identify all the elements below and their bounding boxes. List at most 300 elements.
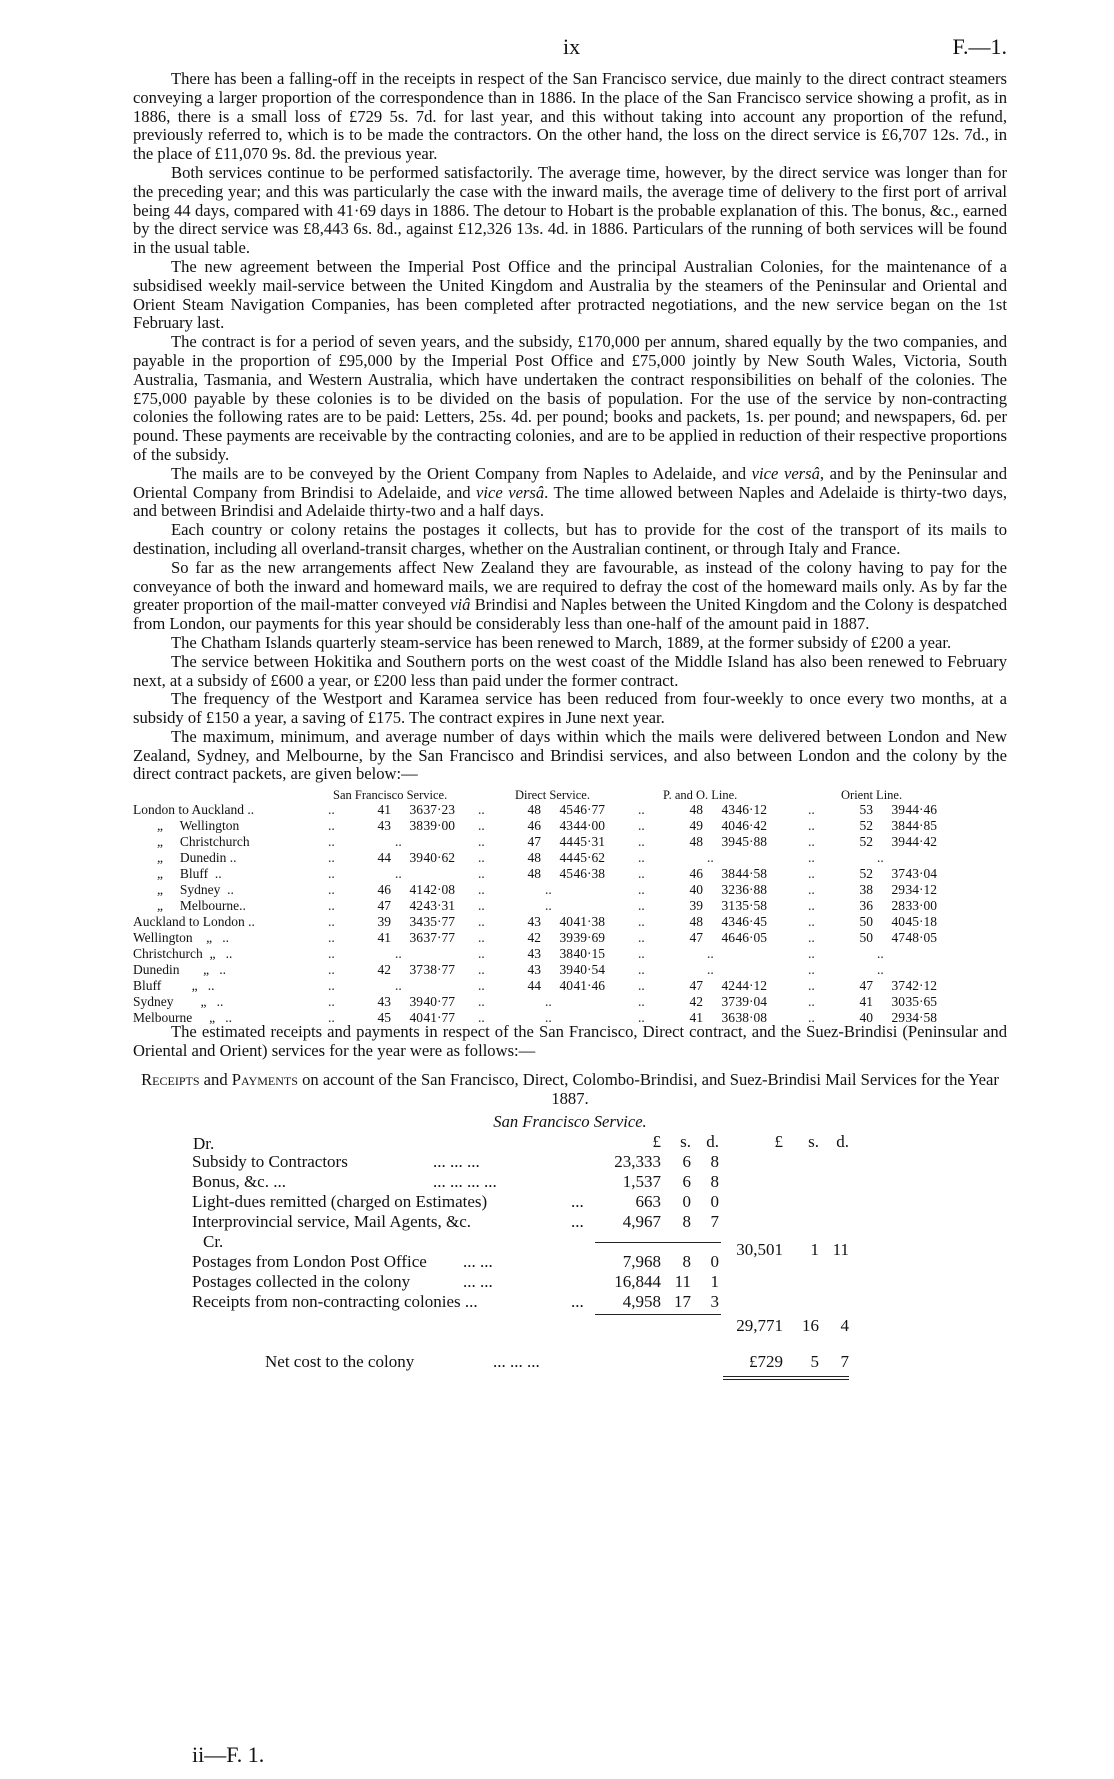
min-days-cell: 39 xyxy=(891,834,905,850)
max-days-cell: 48 xyxy=(527,802,541,818)
row-label: Bluff „ .. xyxy=(133,978,215,994)
empty-cell: .. xyxy=(395,978,402,994)
max-days-cell: 48 xyxy=(689,834,703,850)
leader-dots: .. xyxy=(478,882,485,898)
empty-cell: .. xyxy=(545,994,552,1010)
leader-dots: .. xyxy=(808,962,815,978)
min-days-cell: 37 xyxy=(409,962,423,978)
max-days-cell: 47 xyxy=(689,978,703,994)
average-days-cell: 42·08 xyxy=(423,882,455,898)
leader-dots: .. xyxy=(638,898,645,914)
min-days-cell: 28 xyxy=(891,898,905,914)
pence-amount: 0 xyxy=(710,1192,719,1212)
paragraph: The contract is for a period of seven years, and the subsidy, £170,000 per annum, shared equally by the two companies, and payable in the proportion of £95,000 by the Imperial Post Office and £75,000 jointly by New South Wales, Victoria, South Australia, Tasmania, and Western Australia, which have undertaken the contract responsibilities on behalf of the colonies. The £75,000 payable by these colonies is to be divided on the basis of population. For the use of the service by non-contracting colonies the following rates are to be paid: Letters, 25s. 4d. per pound; books and packets, 1s. per pound; and newspapers, 6d. per pound. These payments are receivable by the contracting colonies, and are to be applied in reduction of their respective proportions of the subsidy. xyxy=(133,332,1007,464)
max-days-cell: 52 xyxy=(859,866,873,882)
min-days-cell: 43 xyxy=(721,802,735,818)
subtotal-rule xyxy=(595,1314,721,1315)
leader-dots: .. xyxy=(478,914,485,930)
pence-amount: 3 xyxy=(710,1292,719,1312)
average-days-cell: 34·12 xyxy=(905,882,937,898)
min-days-cell: 39 xyxy=(409,994,423,1010)
min-days-cell: 39 xyxy=(721,834,735,850)
table-row xyxy=(133,946,1007,962)
average-days-cell: 37·77 xyxy=(423,930,455,946)
pence-amount: 1 xyxy=(710,1272,719,1292)
leader-dots: .. xyxy=(638,834,645,850)
leader-dots: .. xyxy=(328,1010,335,1026)
leader-dots: .. xyxy=(478,834,485,850)
table-row xyxy=(133,914,1007,930)
max-days-cell: 46 xyxy=(527,818,541,834)
max-days-cell: 48 xyxy=(527,866,541,882)
max-days-cell: 50 xyxy=(859,914,873,930)
average-days-cell: 44·46 xyxy=(905,802,937,818)
leader-dots: .. xyxy=(328,994,335,1010)
shillings-amount: 17 xyxy=(674,1292,691,1312)
delivery-days-table xyxy=(133,788,1007,1026)
leader-dots: .. xyxy=(328,930,335,946)
leader-dots: .. xyxy=(478,802,485,818)
average-days-cell: 35·58 xyxy=(735,898,767,914)
pounds-amount: 4,967 xyxy=(622,1212,661,1232)
leader-dots: ... ... ... xyxy=(493,1352,540,1372)
average-days-cell: 37·23 xyxy=(423,802,455,818)
leader-dots: .. xyxy=(328,898,335,914)
row-label: London to Auckland .. xyxy=(133,802,255,818)
leader-dots: .. xyxy=(478,898,485,914)
min-days-cell: 39 xyxy=(891,802,905,818)
row-label: Christchurch „ .. xyxy=(133,946,233,962)
net-cost-label: Net cost to the colony xyxy=(265,1352,415,1372)
leader-dots: .. xyxy=(328,850,335,866)
shilling-header: s. xyxy=(808,1132,819,1152)
pence-amount: 8 xyxy=(710,1152,719,1172)
max-days-cell: 42 xyxy=(689,994,703,1010)
min-days-cell: 44 xyxy=(559,834,573,850)
leader-dots: ... xyxy=(571,1192,584,1212)
max-days-cell: 43 xyxy=(377,994,391,1010)
leader-dots: .. xyxy=(478,994,485,1010)
pound-header: £ xyxy=(652,1132,661,1152)
paragraph: The maximum, minimum, and average number of days within which the mails were delivered between London and New Zealand, Sydney, and Melbourne, by the San Francisco and Brindisi services, and also between London and the colony by the direct contract packets, are given below:— xyxy=(133,726,1007,784)
empty-cell: .. xyxy=(395,834,402,850)
credit-item-label: Receipts from non-contracting colonies ... xyxy=(192,1292,478,1312)
min-days-cell: 42 xyxy=(721,978,735,994)
min-days-cell: 45 xyxy=(559,866,573,882)
pence-amount: 8 xyxy=(710,1172,719,1192)
average-days-cell: 46·42 xyxy=(735,818,767,834)
leader-dots: ... ... xyxy=(463,1272,493,1292)
service-title: San Francisco Service. xyxy=(493,1112,647,1132)
average-days-cell: 39·69 xyxy=(573,930,605,946)
leader-dots: .. xyxy=(478,946,485,962)
subtotal-rule xyxy=(595,1242,721,1243)
min-days-cell: 45 xyxy=(559,802,573,818)
leader-dots: .. xyxy=(808,1010,815,1026)
average-days-cell: 40·15 xyxy=(573,946,605,962)
row-label: Wellington „ .. xyxy=(133,930,230,946)
average-days-cell: 46·45 xyxy=(735,914,767,930)
empty-cell: .. xyxy=(707,962,714,978)
table-row xyxy=(133,930,1007,946)
average-days-cell: 46·12 xyxy=(735,802,767,818)
table-row xyxy=(133,994,1007,1010)
min-days-cell: 46 xyxy=(721,930,735,946)
leader-dots: .. xyxy=(478,978,485,994)
max-days-cell: 44 xyxy=(377,850,391,866)
shilling-header: s. xyxy=(680,1132,691,1152)
leader-dots: .. xyxy=(328,802,335,818)
max-days-cell: 53 xyxy=(859,802,873,818)
page-footer: ii—F. 1. xyxy=(192,1742,265,1767)
paragraph: So far as the new arrangements affect New Zealand they are favourable, as instead of the colony having to pay for the conveyance of both the inward and homeward mails, we are required to defray the cost of the homeward mails only. As by far the greater proportion of the mail-matter conveyed viâ Brindisi and Naples between the United Kingdom and the Colony is despatched from London, our payments for this year should be considerably less than one-half of the amount paid in 1887. xyxy=(133,557,1007,634)
row-label: Sydney „ .. xyxy=(133,994,224,1010)
paragraph: The frequency of the Westport and Karamea service has been reduced from four-weekly to once every two months, at a subsidy of £150 a year, a saving of £175. The contract expires in June next year. xyxy=(133,689,1007,728)
body-text xyxy=(133,70,1007,784)
average-days-cell: 42·12 xyxy=(905,978,937,994)
min-days-cell: 37 xyxy=(891,866,905,882)
min-days-cell: 29 xyxy=(891,882,905,898)
max-days-cell: 50 xyxy=(859,930,873,946)
paragraph: Both services continue to be performed satisfactorily. The average time, however, by the direct service was longer than for the preceding year; and this was particularly the case with the inward mails, the average time of delivery to the first port of arrival being 44 days, compared with 41·69 days in 1886. The detour to Hobart is the probable explanation of this. The bonus, &c., earned by the direct service was £8,443 6s. 8d., against £12,326 13s. 4d. in 1886. Particulars of the running of both services will be found in the usual table. xyxy=(133,162,1007,258)
shillings-amount: 6 xyxy=(682,1152,691,1172)
leader-dots: .. xyxy=(328,818,335,834)
paragraph: The mails are to be conveyed by the Orient Company from Naples to Adelaide, and vice versâ, and by the Peninsular and Oriental Company from Brindisi to Adelaide, and vice versâ. The time allowed between Naples and Adelaide is thirty-two days, and between Brindisi and Adelaide thirty-two and a half days. xyxy=(133,463,1008,521)
max-days-cell: 43 xyxy=(527,914,541,930)
average-days-cell: 43·31 xyxy=(423,898,455,914)
pounds-amount: 7,968 xyxy=(622,1252,661,1272)
average-days-cell: 36·88 xyxy=(735,882,767,898)
leader-dots: .. xyxy=(638,978,645,994)
min-days-cell: 38 xyxy=(409,818,423,834)
leader-dots: .. xyxy=(328,962,335,978)
pence-header: d. xyxy=(836,1132,849,1152)
max-days-cell: 52 xyxy=(859,834,873,850)
max-days-cell: 45 xyxy=(377,1010,391,1026)
average-days-cell: 44·00 xyxy=(573,818,605,834)
credit-item-label: Postages collected in the colony xyxy=(192,1272,411,1292)
document-page xyxy=(133,30,1007,1402)
table-row xyxy=(133,962,1007,978)
row-label: „ Wellington xyxy=(157,818,240,834)
empty-cell: .. xyxy=(707,850,714,866)
net-cost-shillings: 5 xyxy=(810,1352,819,1372)
max-days-cell: 49 xyxy=(689,818,703,834)
leader-dots: .. xyxy=(808,946,815,962)
debit-heading: Dr. xyxy=(193,1134,215,1154)
table-row xyxy=(133,978,1007,994)
max-days-cell: 38 xyxy=(859,882,873,898)
max-days-cell: 41 xyxy=(377,930,391,946)
max-days-cell: 52 xyxy=(859,818,873,834)
empty-cell: .. xyxy=(395,866,402,882)
min-days-cell: 32 xyxy=(721,882,735,898)
paragraph: The service between Hokitika and Southern ports on the west coast of the Middle Island has also been renewed to February next, at a subsidy of £600 a year, or £200 less than paid under the former contract. xyxy=(133,651,1007,690)
leader-dots: .. xyxy=(478,962,485,978)
average-days-cell: 46·38 xyxy=(573,866,605,882)
average-days-cell: 45·62 xyxy=(573,850,605,866)
max-days-cell: 40 xyxy=(859,1010,873,1026)
table-body xyxy=(133,802,1007,1026)
table-row xyxy=(133,882,1007,898)
table-row xyxy=(133,818,1007,834)
leader-dots: .. xyxy=(328,946,335,962)
double-rule-top xyxy=(723,1376,849,1377)
group-header-san-francisco: San Francisco Service. xyxy=(333,788,448,803)
debit-total-pence: 11 xyxy=(832,1240,849,1260)
leader-dots: ... ... ... xyxy=(433,1152,480,1172)
min-days-cell: 29 xyxy=(891,1010,905,1026)
average-days-cell: 40·54 xyxy=(573,962,605,978)
leader-dots: .. xyxy=(478,930,485,946)
leader-dots: .. xyxy=(808,882,815,898)
table-row xyxy=(133,834,1007,850)
leader-dots: .. xyxy=(328,978,335,994)
min-days-cell: 37 xyxy=(891,978,905,994)
debit-item-label: Interprovincial service, Mail Agents, &c. xyxy=(192,1212,471,1232)
pounds-amount: 663 xyxy=(635,1192,661,1212)
average-days-cell: 44·85 xyxy=(905,818,937,834)
group-header-direct: Direct Service. xyxy=(515,788,590,803)
row-label: Melbourne „ .. xyxy=(133,1010,232,1026)
min-days-cell: 39 xyxy=(559,930,573,946)
max-days-cell: 44 xyxy=(527,978,541,994)
debit-item-label: Subsidy to Contractors xyxy=(192,1152,348,1172)
average-days-cell: 45·18 xyxy=(905,914,937,930)
leader-dots: .. xyxy=(638,850,645,866)
max-days-cell: 43 xyxy=(377,818,391,834)
pounds-amount: 23,333 xyxy=(614,1152,661,1172)
max-days-cell: 40 xyxy=(689,882,703,898)
debit-item-label: Bonus, &c. ... xyxy=(192,1172,286,1192)
max-days-cell: 48 xyxy=(527,850,541,866)
min-days-cell: 41 xyxy=(409,882,423,898)
average-days-cell: 41·38 xyxy=(573,914,605,930)
max-days-cell: 39 xyxy=(377,914,391,930)
leader-dots: .. xyxy=(328,834,335,850)
empty-cell: .. xyxy=(545,882,552,898)
min-days-cell: 40 xyxy=(721,818,735,834)
leader-dots: .. xyxy=(638,994,645,1010)
row-label: Auckland to London .. xyxy=(133,914,255,930)
max-days-cell: 47 xyxy=(859,978,873,994)
leader-dots: ... ... xyxy=(463,1252,493,1272)
min-days-cell: 39 xyxy=(559,962,573,978)
max-days-cell: 47 xyxy=(377,898,391,914)
min-days-cell: 34 xyxy=(409,914,423,930)
leader-dots: ... ... ... ... xyxy=(433,1172,497,1192)
average-days-cell: 35·77 xyxy=(423,914,455,930)
min-days-cell: 36 xyxy=(409,930,423,946)
average-days-cell: 34·58 xyxy=(905,1010,937,1026)
leader-dots: .. xyxy=(638,930,645,946)
average-days-cell: 48·05 xyxy=(905,930,937,946)
average-days-cell: 39·04 xyxy=(735,994,767,1010)
leader-dots: .. xyxy=(808,914,815,930)
leader-dots: ... xyxy=(571,1212,584,1232)
pence-amount: 7 xyxy=(710,1212,719,1232)
max-days-cell: 36 xyxy=(859,898,873,914)
empty-cell: .. xyxy=(877,850,884,866)
credit-total-shillings: 16 xyxy=(802,1316,819,1336)
group-header-orient: Orient Line. xyxy=(841,788,903,803)
leader-dots: .. xyxy=(638,914,645,930)
average-days-cell: 39·00 xyxy=(423,818,455,834)
leader-dots: .. xyxy=(638,866,645,882)
max-days-cell: 42 xyxy=(377,962,391,978)
leader-dots: .. xyxy=(328,866,335,882)
pence-header: d. xyxy=(706,1132,719,1152)
accounts-title: Receipts and Payments on account of the San Francisco, Direct, Colombo-Brindisi, and Suez-Brindisi Mail Services for the Year 1887. xyxy=(141,1070,999,1109)
double-rule-bottom xyxy=(723,1379,849,1380)
leader-dots: .. xyxy=(328,882,335,898)
credit-total-pence: 4 xyxy=(840,1316,849,1336)
credit-heading: Cr. xyxy=(203,1232,224,1252)
leader-dots: .. xyxy=(638,818,645,834)
accounts-statement xyxy=(133,1132,1007,1402)
max-days-cell: 46 xyxy=(377,882,391,898)
shillings-amount: 8 xyxy=(682,1252,691,1272)
min-days-cell: 38 xyxy=(721,866,735,882)
min-days-cell: 40 xyxy=(891,914,905,930)
leader-dots: .. xyxy=(808,866,815,882)
leader-dots: .. xyxy=(808,802,815,818)
min-days-cell: 38 xyxy=(559,946,573,962)
max-days-cell: 41 xyxy=(859,994,873,1010)
row-label: „ Dunedin .. xyxy=(157,850,237,866)
row-label: „ Christchurch xyxy=(157,834,250,850)
max-days-cell: 41 xyxy=(377,802,391,818)
debit-total-pounds: 30,501 xyxy=(736,1240,783,1260)
leader-dots: .. xyxy=(478,866,485,882)
average-days-cell: 41·77 xyxy=(423,1010,455,1026)
min-days-cell: 31 xyxy=(721,898,735,914)
max-days-cell: 48 xyxy=(689,914,703,930)
shillings-amount: 11 xyxy=(674,1272,691,1292)
max-days-cell: 46 xyxy=(689,866,703,882)
leader-dots: .. xyxy=(638,1010,645,1026)
table-row xyxy=(133,898,1007,914)
debit-total-shillings: 1 xyxy=(810,1240,819,1260)
max-days-cell: 41 xyxy=(689,1010,703,1026)
min-days-cell: 38 xyxy=(891,818,905,834)
net-cost-pence: 7 xyxy=(840,1352,849,1372)
accounts-intro: The estimated receipts and payments in respect of the San Francisco, Direct contract, and the Suez-Brindisi (Peninsular and Oriental and Orient) services for the year were as follows:— xyxy=(133,1022,1007,1061)
pounds-amount: 1,537 xyxy=(622,1172,661,1192)
pounds-amount: 16,844 xyxy=(614,1272,661,1292)
page-number: ix xyxy=(563,34,581,59)
leader-dots: .. xyxy=(638,962,645,978)
leader-dots: .. xyxy=(808,834,815,850)
min-days-cell: 44 xyxy=(559,850,573,866)
leader-dots: .. xyxy=(328,914,335,930)
min-days-cell: 36 xyxy=(409,802,423,818)
leader-dots: .. xyxy=(808,818,815,834)
row-label: „ Melbourne.. xyxy=(157,898,246,914)
paragraph: The Chatham Islands quarterly steam-service has been renewed to March, 1889, at the former subsidy of £200 a year. xyxy=(171,632,952,652)
min-days-cell: 39 xyxy=(409,850,423,866)
min-days-cell: 40 xyxy=(559,914,573,930)
leader-dots: .. xyxy=(808,850,815,866)
paragraph: The new agreement between the Imperial Post Office and the principal Australian Colonies, for the maintenance of a subsidised weekly mail-service between the United Kingdom and Australia by the steamers of the Peninsular and Oriental and Orient Steam Navigation Companies, has been completed after protracted negotiations, and the new service began on the 1st February last. xyxy=(133,256,1007,333)
table-row xyxy=(133,1010,1007,1026)
max-days-cell: 43 xyxy=(527,962,541,978)
net-cost-pounds: £729 xyxy=(749,1352,783,1372)
average-days-cell: 45·88 xyxy=(735,834,767,850)
min-days-cell: 43 xyxy=(721,914,735,930)
average-days-cell: 43·04 xyxy=(905,866,937,882)
pounds-amount: 4,958 xyxy=(622,1292,661,1312)
debit-item-label: Light-dues remitted (charged on Estimates) xyxy=(192,1192,488,1212)
max-days-cell: 39 xyxy=(689,898,703,914)
leader-dots: .. xyxy=(808,898,815,914)
max-days-cell: 47 xyxy=(689,930,703,946)
average-days-cell: 45·31 xyxy=(573,834,605,850)
leader-dots: .. xyxy=(478,850,485,866)
paragraph: Each country or colony retains the postages it collects, but has to provide for the cost of the transport of its mails to destination, including all overland-transit charges, whether on the Australian continent, or through Italy and France. xyxy=(133,520,1007,558)
shillings-amount: 8 xyxy=(682,1212,691,1232)
table-row xyxy=(133,866,1007,882)
empty-cell: .. xyxy=(707,946,714,962)
average-days-cell: 44·42 xyxy=(905,834,937,850)
empty-cell: .. xyxy=(395,946,402,962)
leader-dots: .. xyxy=(808,994,815,1010)
average-days-cell: 46·77 xyxy=(573,802,605,818)
leader-dots: .. xyxy=(808,978,815,994)
average-days-cell: 33·00 xyxy=(905,898,937,914)
average-days-cell: 38·77 xyxy=(423,962,455,978)
pence-amount: 0 xyxy=(710,1252,719,1272)
min-days-cell: 47 xyxy=(891,930,905,946)
empty-cell: .. xyxy=(877,946,884,962)
min-days-cell: 30 xyxy=(891,994,905,1010)
table-row xyxy=(133,850,1007,866)
max-days-cell: 47 xyxy=(527,834,541,850)
min-days-cell: 42 xyxy=(409,898,423,914)
paper-reference: F.—1. xyxy=(952,34,1007,59)
shillings-amount: 0 xyxy=(682,1192,691,1212)
min-days-cell: 36 xyxy=(721,1010,735,1026)
average-days-cell: 40·62 xyxy=(423,850,455,866)
credit-total-pounds: 29,771 xyxy=(736,1316,783,1336)
average-days-cell: 38·08 xyxy=(735,1010,767,1026)
min-days-cell: 40 xyxy=(559,978,573,994)
average-days-cell: 40·77 xyxy=(423,994,455,1010)
min-days-cell: 40 xyxy=(409,1010,423,1026)
average-days-cell: 44·12 xyxy=(735,978,767,994)
min-days-cell: 43 xyxy=(559,818,573,834)
empty-cell: .. xyxy=(877,962,884,978)
empty-cell: .. xyxy=(545,898,552,914)
leader-dots: .. xyxy=(638,802,645,818)
leader-dots: .. xyxy=(478,818,485,834)
average-days-cell: 46·05 xyxy=(735,930,767,946)
leader-dots: .. xyxy=(808,930,815,946)
shillings-amount: 6 xyxy=(682,1172,691,1192)
max-days-cell: 48 xyxy=(689,802,703,818)
group-header-p-and-o: P. and O. Line. xyxy=(663,788,738,803)
max-days-cell: 43 xyxy=(527,946,541,962)
empty-cell: .. xyxy=(545,1010,552,1026)
leader-dots: .. xyxy=(638,882,645,898)
row-label: Dunedin „ .. xyxy=(133,962,226,978)
leader-dots: ... xyxy=(571,1292,584,1312)
row-label: „ Sydney .. xyxy=(157,882,234,898)
paragraph: There has been a falling-off in the receipts in respect of the San Francisco service, due mainly to the direct contract steamers conveying a larger proportion of the correspondence than in 1886. In the place of the San Francisco service showing a profit, as in 1886, there is a small loss of £729 5s. 7d. for last year, and this without taking into account any proportion of the refund, previously referred to, which is to be made the contractors. On the other hand, the loss on the direct service is £6,707 12s. 7d., in the place of £11,070 9s. 8d. the previous year. xyxy=(133,69,1007,164)
page-header xyxy=(133,30,1007,70)
average-days-cell: 35·65 xyxy=(905,994,937,1010)
pound-header: £ xyxy=(774,1132,783,1152)
